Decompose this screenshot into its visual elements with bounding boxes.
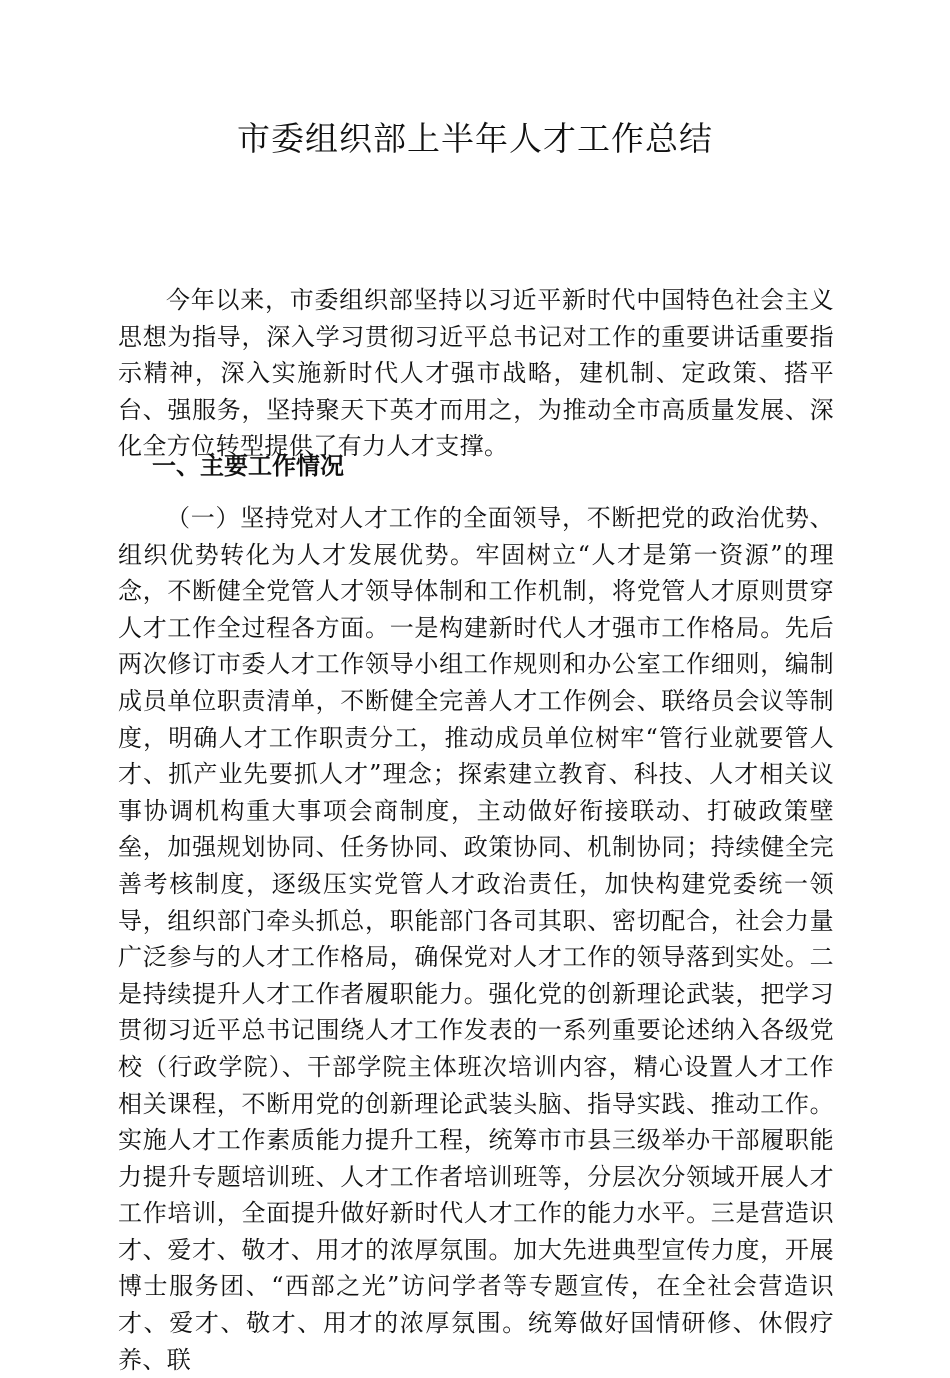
intro-paragraph: 今年以来，市委组织部坚持以习近平新时代中国特色社会主义思想为指导，深入学习贯彻习近平总书记对工作的重要讲话重要指示精神，深入实施新时代人才强市战略，建机制、定政策、搭平台、强服务，坚持聚天下英才而用之，为推动全市高质量发展、深化全方位转型提供了有力人才支撑。 (118, 286, 834, 461)
section-heading: 一、主要工作情况 (152, 452, 344, 480)
section-paragraph: （一）坚持党对人才工作的全面领导，不断把党的政治优势、组织优势转化为人才发展优势。牢固树立“人才是第一资源”的理念，不断健全党管人才领导体制和工作机制，将党管人才原则贯穿人才工作全过程各方面。一是构建新时代人才强市工作格局。先后两次修订市委人才工作领导小组工作规则和办公室工作细则，编制成员单位职责清单，不断健全完善人才工作例会、联络员会议等制度，明确人才工作职责分工，推动成员单位树牢“管行业就要管人才、抓产业先要抓人才”理念；探索建立教育、科技、人才相关议事协调机构重大事项会商制度，主动做好衔接联动、打破政策壁垒，加强规划协同、任务协同、政策协同、机制协同；持续健全完善考核制度，逐级压实党管人才政治责任，加快构建党委统一领导，组织部门牵头抓总，职能部门各司其职、密切配合，社会力量广泛参与的人才工作格局，确保党对人才工作的领导落到实处。二是持续提升人才工作者履职能力。强化党的创新理论武装，把学习贯彻习近平总书记围绕人才工作发表的一系列重要论述纳入各级党校（行政学院）、干部学院主体班次培训内容，精心设置人才工作相关课程，不断用党的创新理论武装头脑、指导实践、推动工作。实施人才工作素质能力提升工程，统筹市市县三级举办干部履职能力提升专题培训班、人才工作者培训班等，分层次分领域开展人才工作培训，全面提升做好新时代人才工作的能力水平。三是营造识才、爱才、敬才、用才的浓厚氛围。加大先进典型宣传力度，开展博士服务团、“西部之光”访问学者等专题宣传，在全社会营造识才、爱才、敬才、用才的浓厚氛围。统筹做好国情研修、休假疗养、联 (118, 504, 834, 1374)
document-title: 市委组织部上半年人才工作总结 (237, 119, 713, 158)
